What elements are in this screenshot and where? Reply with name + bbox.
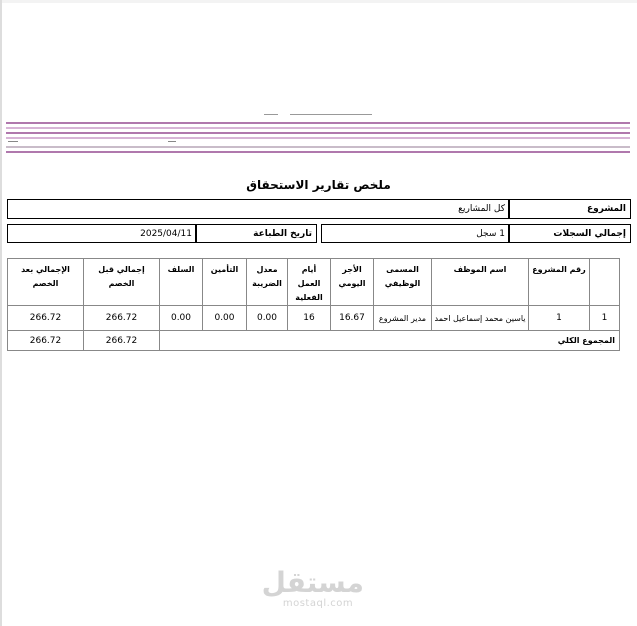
column-header-daily-wage: الأجر اليومي (331, 259, 374, 306)
column-header-index (590, 259, 620, 306)
cell-project-number: 1 (529, 306, 590, 331)
decorative-stripes-top (6, 122, 630, 142)
cell-daily-wage: 16.67 (331, 306, 374, 331)
cell-advances: 0.00 (160, 306, 203, 331)
project-value: كل المشاريع (458, 204, 505, 214)
entitlement-table (7, 258, 620, 351)
cell-job-title: مدير المشروع (374, 306, 432, 331)
records-label: إجمالي السجلات (553, 228, 626, 239)
grand-total-before-deduction: 266.72 (84, 331, 160, 351)
print-date-value-cell (7, 224, 197, 243)
print-date-label: تاريخ الطباعة (253, 228, 312, 239)
cell-total-after-deduction: 266.72 (8, 306, 84, 331)
cell-employee-name: ياسين محمد إسماعيل احمد (432, 306, 529, 331)
project-label-cell (508, 199, 631, 219)
page-left-edge (0, 0, 2, 626)
records-value-cell (321, 224, 510, 243)
header-mark (290, 114, 372, 115)
print-date-value: 2025/04/11 (140, 228, 192, 239)
cell-working-days: 16 (288, 306, 331, 331)
table-total-row (8, 331, 620, 351)
column-header-project-number: رقم المشروع (529, 259, 590, 306)
watermark-name: مستقل (261, 566, 364, 599)
records-label-cell (508, 224, 631, 243)
mostaql-watermark (261, 566, 364, 610)
watermark-domain: mostaql.com (282, 598, 354, 609)
table-header-row (8, 259, 620, 306)
page-top-edge (0, 0, 637, 3)
column-header-working-days: أيام العمل الفعلية (288, 259, 331, 306)
header-mark (8, 141, 18, 142)
column-header-insurance: التأمين (203, 259, 247, 306)
column-header-advances: السلف (160, 259, 203, 306)
cell-total-before-deduction: 266.72 (84, 306, 160, 331)
column-header-tax-rate: معدل الضريبة (247, 259, 288, 306)
print-date-label-cell (195, 224, 317, 243)
cell-index: 1 (590, 306, 620, 331)
cell-tax-rate: 0.00 (247, 306, 288, 331)
column-header-employee-name: اسم الموظف (432, 259, 529, 306)
header-mark (264, 114, 278, 115)
project-value-cell (7, 199, 510, 219)
column-header-total-after-deduction: الإجمالي بعد الخصم (8, 259, 84, 306)
project-label: المشروع (587, 204, 626, 214)
header-mark (168, 141, 176, 142)
column-header-total-before-deduction: إجمالي قبل الخصم (84, 259, 160, 306)
table-row (8, 306, 620, 331)
grand-total-after-deduction: 266.72 (8, 331, 84, 351)
records-value: 1 سجل (476, 228, 505, 239)
cell-insurance: 0.00 (203, 306, 247, 331)
grand-total-label: المجموع الكلي (160, 331, 620, 351)
report-title: ملخص تقارير الاستحقاق (246, 178, 391, 192)
decorative-stripes-bottom (6, 146, 630, 156)
column-header-job-title: المسمى الوظيفي (374, 259, 432, 306)
